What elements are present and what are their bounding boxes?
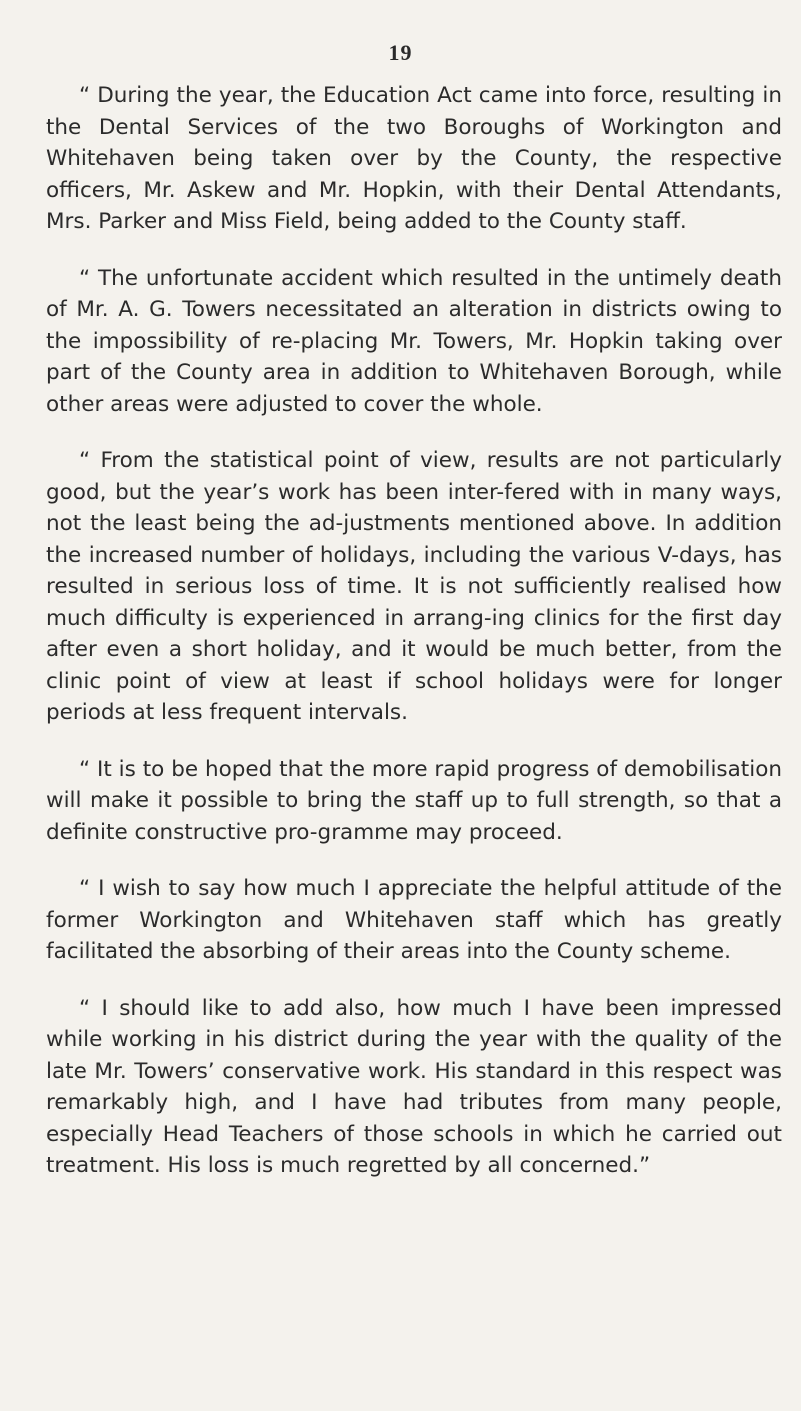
report-body xyxy=(46,80,782,1207)
paragraph-statistics: “ From the statistical point of view, results are not particularly good, but the year’s work has been inter-fered with in many ways, not the least being the ad-justments mentioned above. In addition the increased number of holidays, including the various V-days, has resulted in serious loss of time. It is not sufficiently realised how much difficulty is experienced in arrang-ing clinics for the first day after even a short holiday, and it would be much better, from the clinic point of view at least if school holidays were for longer periods at less frequent intervals. xyxy=(46,448,782,725)
paragraph-demobilisation: “ It is to be hoped that the more rapid progress of demobilisation will make it possible to bring the staff up to full strength, so that a definite constructive pro-gramme may proceed. xyxy=(46,756,782,845)
paragraph-staff-appreciation: “ I wish to say how much I appreciate the helpful attitude of the former Workington and Whitehaven staff which has greatly facilitated the absorbing of their areas into the County scheme. xyxy=(46,876,782,964)
page-number: 19 xyxy=(388,40,413,65)
paragraph-towers-tribute: “ I should like to add also, how much I have been impressed while working in his district during the year with the quality of the late Mr. Towers’ conservative work. His standard in this respect was remarkably high, and I have had tributes from many people, especially Head Teachers of those schools in which he carried out treatment. His loss is much regretted by all concerned.” xyxy=(46,995,782,1178)
paragraph-towers-accident: “ The unfortunate accident which resulted in the untimely death of Mr. A. G. Towers necessitated an alteration in districts owing to the impossibility of re-placing Mr. Towers, Mr. Hopkin taking over part of the County area in addition to Whitehaven Borough, while other areas were adjusted to cover the whole. xyxy=(46,265,782,417)
paragraph-education-act: “ During the year, the Education Act came into force, resulting in the Dental Services of the two Boroughs of Workington and Whitehaven being taken over by the County, the respective officers, Mr. Askew and Mr. Hopkin, with their Dental Attendants, Mrs. Parker and Miss Field, being added to the County staff. xyxy=(46,83,782,234)
